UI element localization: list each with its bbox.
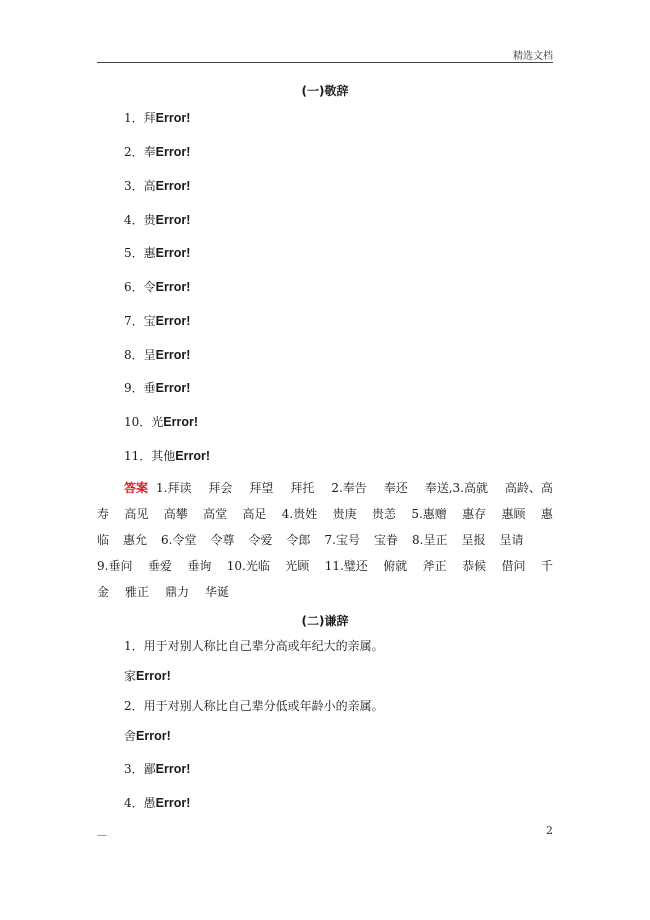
error-text: Error! [175, 449, 211, 463]
answer-term: 垂爱 [147, 559, 172, 573]
answer-line [97, 579, 553, 605]
answer-term: 宝眷 [373, 533, 398, 547]
answer-term: 1.拜读 [156, 481, 192, 495]
item-prefix: 家 [124, 669, 137, 683]
answer-term: 4.贵姓 [281, 507, 318, 521]
item-prefix: 惠 [143, 246, 156, 260]
answer-line [97, 475, 553, 501]
item-number: 2． [124, 145, 144, 159]
item-number: 9． [124, 381, 144, 395]
answer-term: 10.光临 [226, 559, 270, 573]
error-text: Error! [163, 415, 199, 429]
answer-term: 雅正 [125, 585, 150, 599]
answer-term: 金 [97, 585, 110, 599]
list-item [124, 177, 190, 194]
item-prefix: 呈 [143, 348, 156, 362]
item-text: 2．用于对别人称比自己辈分低或年龄小的亲属。 [124, 699, 384, 713]
list-item [124, 447, 210, 464]
header-rule [97, 62, 553, 63]
answer-term: 高龄、高 [504, 481, 553, 495]
error-text: Error! [136, 669, 171, 683]
item-number: 4． [124, 213, 144, 227]
answer-block [97, 475, 553, 605]
error-text: Error! [155, 213, 191, 227]
answer-term: 高攀 [163, 507, 188, 521]
section-title-humble-words: (二)谦辞 [301, 614, 349, 628]
footer-mark: — [97, 830, 107, 841]
answer-term: 惠存 [462, 507, 487, 521]
item-prefix: 宝 [143, 314, 156, 328]
answer-term: 9.垂问 [97, 559, 133, 573]
error-text: Error! [155, 280, 191, 294]
answer-term: 恭候 [462, 559, 487, 573]
error-text: Error! [155, 246, 191, 260]
list-item [124, 667, 171, 684]
answer-line [97, 553, 553, 579]
answer-term: 寿 [97, 507, 110, 521]
error-text: Error! [155, 111, 191, 125]
answer-term: 斧正 [422, 559, 447, 573]
error-text: Error! [136, 729, 171, 743]
answer-term: 借问 [501, 559, 526, 573]
answer-term: 光顾 [285, 559, 310, 573]
error-text: Error! [155, 762, 191, 776]
list-item [124, 346, 190, 363]
item-number: 4． [124, 796, 144, 810]
answer-term: 奉还 [383, 481, 408, 495]
list-item [124, 211, 190, 228]
answer-term: 贵庚 [332, 507, 357, 521]
item-prefix: 舍 [124, 729, 137, 743]
item-number: 3． [124, 179, 144, 193]
page-number: 2 [546, 824, 553, 837]
answer-term: 呈报 [461, 533, 486, 547]
answer-term: 高见 [124, 507, 149, 521]
item-prefix: 拜 [143, 111, 156, 125]
list-item [124, 379, 190, 396]
answer-term: 2.奉告 [331, 481, 367, 495]
answer-term: 惠 [540, 507, 553, 521]
answer-term: 高足 [242, 507, 267, 521]
list-item [124, 727, 171, 744]
item-number: 8． [124, 348, 144, 362]
list-item [124, 312, 190, 329]
item-prefix: 愚 [143, 796, 156, 810]
item-number: 6． [124, 280, 144, 294]
answer-term: 鼎力 [165, 585, 190, 599]
error-text: Error! [155, 179, 191, 193]
list-item [124, 413, 198, 430]
answer-term: 贵恙 [371, 507, 396, 521]
error-text: Error! [155, 381, 191, 395]
answer-term: 高堂 [203, 507, 228, 521]
error-text: Error! [155, 314, 191, 328]
list-item [124, 697, 384, 714]
section-title-honorifics: (一)敬辞 [301, 84, 349, 98]
answer-term: 6.令堂 [161, 533, 197, 547]
error-text: Error! [155, 348, 191, 362]
item-prefix: 其他 [151, 449, 176, 463]
item-number: 3． [124, 762, 144, 776]
item-number: 11． [124, 449, 152, 463]
item-number: 5． [124, 246, 144, 260]
answer-term: 惠允 [123, 533, 148, 547]
answer-term: 拜望 [249, 481, 274, 495]
item-number: 10． [124, 415, 152, 429]
answer-term: 俯就 [383, 559, 408, 573]
list-item [124, 794, 190, 811]
answer-term: 11.璧还 [324, 559, 368, 573]
error-text: Error! [155, 145, 191, 159]
answer-term: 垂询 [187, 559, 212, 573]
answer-term: 奉送,3.高就 [424, 481, 488, 495]
item-prefix: 奉 [143, 145, 156, 159]
answer-tag: 答案 [124, 481, 149, 495]
answer-term: 5.惠赠 [411, 507, 447, 521]
answer-term: 千 [540, 559, 553, 573]
answer-term: 令尊 [210, 533, 235, 547]
answer-term: 拜会 [208, 481, 233, 495]
list-item [124, 760, 190, 777]
answer-term: 惠顾 [501, 507, 526, 521]
item-prefix: 高 [143, 179, 156, 193]
header-label: 精选文档 [513, 51, 553, 62]
answer-term: 8.呈正 [412, 533, 448, 547]
answer-term: 华诞 [205, 585, 230, 599]
list-item [124, 143, 190, 160]
item-prefix: 鄙 [143, 762, 156, 776]
item-prefix: 光 [151, 415, 164, 429]
answer-term: 呈请 [499, 533, 524, 547]
answer-line [97, 501, 553, 527]
item-number: 7． [124, 314, 144, 328]
answer-term: 令郎 [286, 533, 311, 547]
item-prefix: 令 [143, 280, 156, 294]
item-prefix: 贵 [143, 213, 156, 227]
item-number: 1． [124, 111, 144, 125]
answer-term: 临 [97, 533, 110, 547]
item-prefix: 垂 [143, 381, 156, 395]
answer-term: 拜托 [290, 481, 315, 495]
answer-term: 令爱 [248, 533, 273, 547]
list-item [124, 109, 190, 126]
answer-term: 7.宝号 [324, 533, 360, 547]
answer-line [97, 527, 553, 553]
item-text: 1．用于对别人称比自己辈分高或年纪大的亲属。 [124, 639, 384, 653]
error-text: Error! [155, 796, 191, 810]
list-item [124, 244, 190, 261]
list-item [124, 637, 384, 654]
list-item [124, 278, 190, 295]
